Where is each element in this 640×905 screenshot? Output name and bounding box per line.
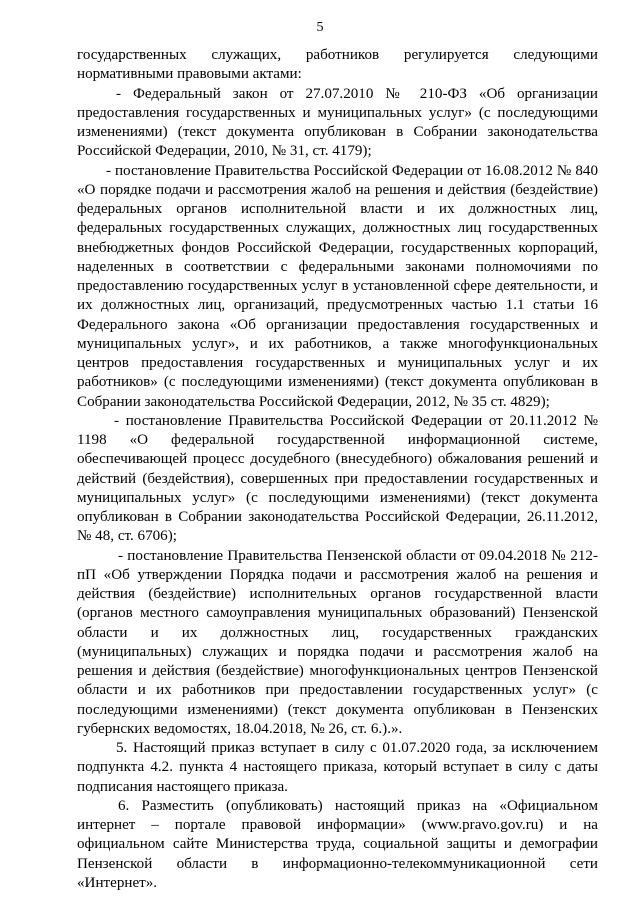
page-number: 5 [316, 20, 324, 35]
document-body [77, 46, 598, 893]
paragraph-federal-law-210: - Федеральный закон от 27.07.2010 № 210-ФЗ «Об организации предоставления государственных и муниципальных услуг» (с последующими изменениями) (текст документа опубликован в Собрании законодательства Российской Федерации, 2010, № 31, ст. 4179); [77, 85, 598, 160]
paragraph-intro-continuation: государственных служащих, работников регулируется следующими нормативными правовыми актами: [77, 47, 598, 83]
paragraph-resolution-1198: - постановление Правительства Российской Федерации от 20.11.2012 № 1198 «О федеральной государственной информационной системе, обеспечивающей процесс досудебного (внесудебного) обжалования решений и действий (бездействия), совершенных при предоставлении государственных и муниципальных услуг» (с последующими изменениями) (текст документа опубликован в Собрании законодательства Российской Федерации, 26.11.2012, № 48, ст. 6706); [77, 412, 598, 545]
paragraph-item-6: 6. Разместить (опубликовать) настоящий приказ на «Официальном интернет – портале правовой информации» (www.pravo.gov.ru) и на официальном сайте Министерства труда, социальной защиты и демографии Пензенской области в информационно-телекоммуникационной сети «Интернет». [77, 797, 598, 891]
paragraph-resolution-212pp: - постановление Правительства Пензенской области от 09.04.2018 № 212-пП «Об утверждении Порядка подачи и рассмотрения жалоб на решения и действия (бездействие) исполнительных органов государственной власти (органов местного самоуправления муниципальных образований) Пензенской области и их должностных лиц, государственных гражданских (муниципальных) служащих и порядка подачи и рассмотрения жалоб на решения и действия (бездействие) многофункциональных центров Пензенской области и их работников при предоставлении государственных услуг» (с последующими изменениями) (текст документа опубликован в Пензенских губернских ведомостях, 18.04.2018, № 26, ст. 6.).». [77, 547, 598, 737]
paragraph-item-5: 5. Настоящий приказ вступает в силу с 01.07.2020 года, за исключением подпункта 4.2. пункта 4 настоящего приказа, который вступает в силу с даты подписания настоящего приказа. [77, 740, 598, 795]
paragraph-resolution-840: - постановление Правительства Российской Федерации от 16.08.2012 № 840 «О порядке подачи и рассмотрения жалоб на решения и действия (бездействие) федеральных органов исполнительной власти и их должностных лиц, федеральных государственных служащих, должностных лиц государственных внебюджетных фондов Российской Федерации, государственных корпораций, наделенных в соответствии с федеральными законами полномочиями по предоставлению государственных услуг в установленной сфере деятельности, и их должностных лиц, организаций, предусмотренных частью 1.1 статьи 16 Федерального закона «Об организации предоставления государственных и муниципальных услуг», и их работников, а также многофункциональных центров предоставления государственных и муниципальных услуг и их работников» (с последующими изменениями) (текст документа опубликован в Собрании законодательства Российской Федерации, 2012, № 35 ст. 4829); [77, 162, 598, 410]
